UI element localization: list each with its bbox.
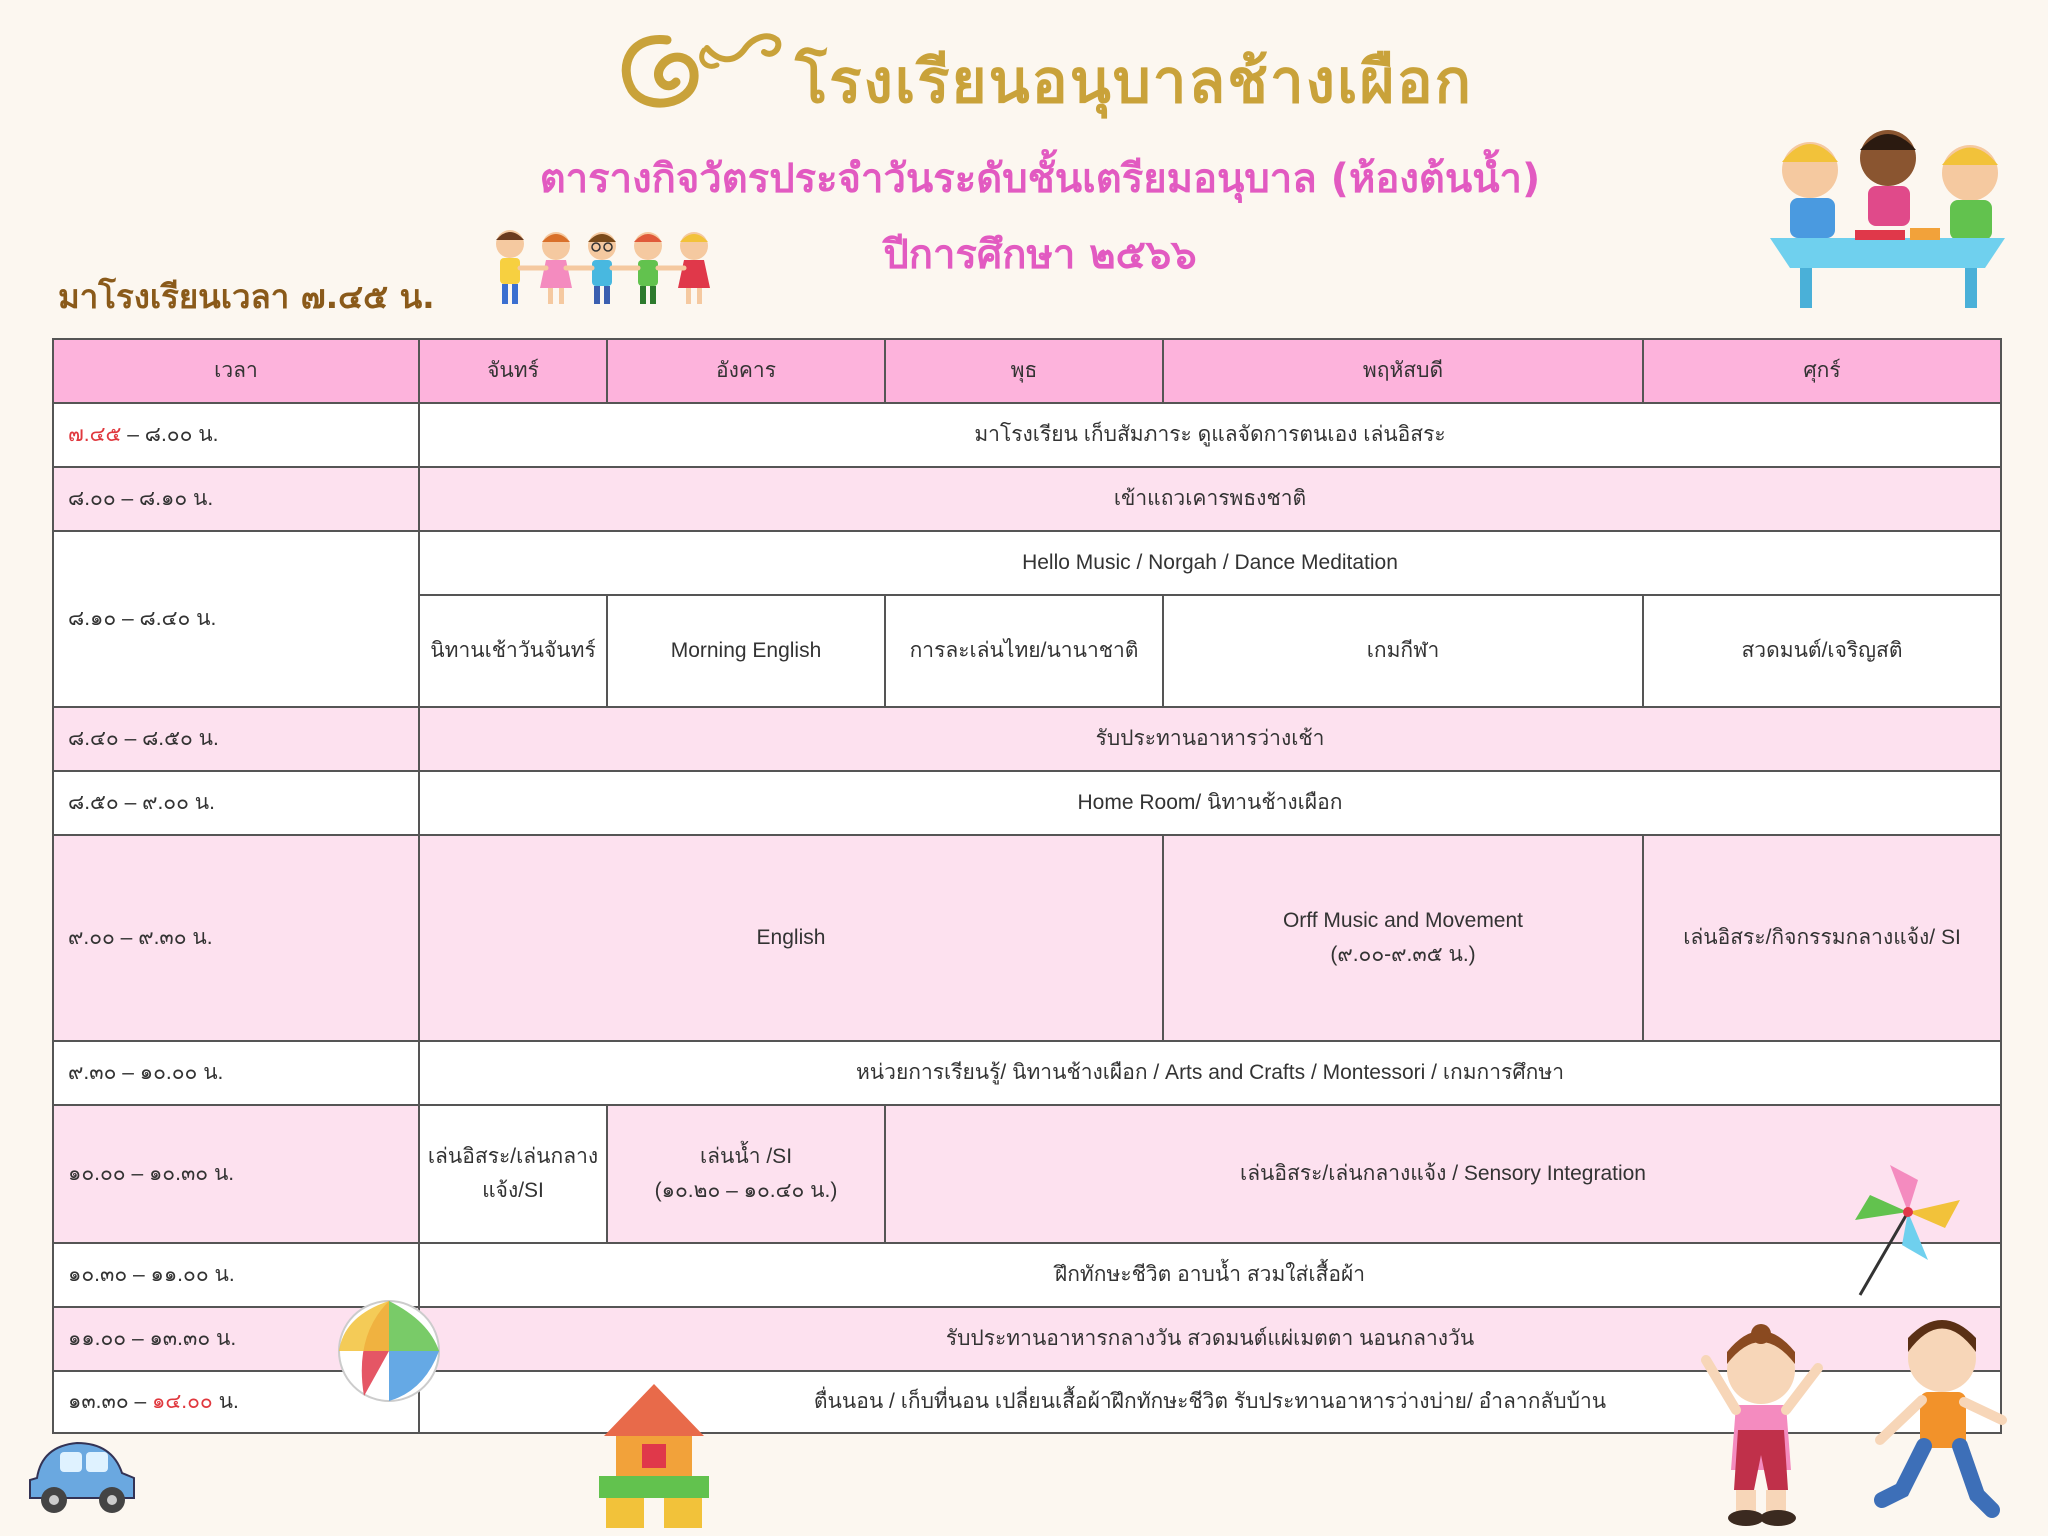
table-row: [53, 531, 2001, 595]
beach-ball-icon: [334, 1296, 444, 1406]
column-header-tuesday: อังคาร: [607, 339, 885, 403]
toy-blocks-house-icon: [594, 1376, 714, 1531]
table-row: [53, 1041, 2001, 1105]
toy-car-icon: [22, 1428, 142, 1518]
pinwheel-icon: [1850, 1160, 1965, 1300]
activity-cell: ฝึกทักษะชีวิต อาบน้ำ สวมใส่เสื้อผ้า: [419, 1243, 2001, 1307]
table-row: [53, 467, 2001, 531]
time-cell: ๑๓.๓๐ – ๑๔.๐๐ น.: [53, 1371, 419, 1433]
monday-activity: นิทานเช้าวันจันทร์: [419, 595, 607, 707]
table-row: [53, 835, 2001, 1041]
schedule-subtitle: ตารางกิจวัตรประจำวันระดับชั้นเตรียมอนุบาล (ห้องต้นน้ำ): [539, 156, 1541, 202]
wed-fri-activity: เล่นอิสระ/เล่นกลางแจ้ง / Sensory Integration: [885, 1105, 2001, 1243]
dancing-girl-icon: [1696, 1320, 1826, 1530]
academic-year: ปีการศึกษา ๒๕๖๖: [883, 232, 1197, 278]
activity-cell: รับประทานอาหารว่างเช้า: [419, 707, 2001, 771]
thursday-activity: Orff Music and Movement (๙.๐๐-๙.๓๕ น.): [1163, 835, 1643, 1041]
friday-activity: เล่นอิสระ/กิจกรรมกลางแจ้ง/ SI: [1643, 835, 2001, 1041]
dancing-boy-icon: [1862, 1310, 2012, 1525]
activity-cell: หน่วยการเรียนรู้/ นิทานช้างเผือก / Arts and Crafts / Montessori / เกมการศึกษา: [419, 1041, 2001, 1105]
kids-at-table-icon: [1770, 118, 2005, 318]
logo-swirl-icon: [612, 20, 782, 110]
time-cell: ๗.๔๕ – ๘.๐๐ น.: [53, 403, 419, 467]
school-name: โรงเรียนอนุบาลช้างเผือก: [795, 47, 1473, 117]
time-cell: ๘.๐๐ – ๘.๑๐ น.: [53, 467, 419, 531]
table-row: [53, 707, 2001, 771]
monday-activity: เล่นอิสระ/เล่นกลางแจ้ง/SI: [419, 1105, 607, 1243]
arrival-time: มาโรงเรียนเวลา ๗.๔๕ น.: [58, 277, 435, 316]
column-header-thursday: พฤหัสบดี: [1163, 339, 1643, 403]
time-cell: ๑๑.๐๐ – ๑๓.๓๐ น.: [53, 1307, 419, 1371]
header-row: [53, 339, 2001, 403]
tuesday-activity: Morning English: [607, 595, 885, 707]
table-row: [53, 771, 2001, 835]
activity-cell: มาโรงเรียน เก็บสัมภาระ ดูแลจัดการตนเอง เล่นอิสระ: [419, 403, 2001, 467]
time-end-highlight: ๑๔.๐๐: [152, 1390, 213, 1414]
thursday-activity: เกมกีฬา: [1163, 595, 1643, 707]
time-cell: ๘.๔๐ – ๘.๕๐ น.: [53, 707, 419, 771]
table-row: [53, 403, 2001, 467]
column-header-wednesday: พุธ: [885, 339, 1163, 403]
time-cell: ๑๐.๐๐ – ๑๐.๓๐ น.: [53, 1105, 419, 1243]
activity-cell: รับประทานอาหารกลางวัน สวดมนต์แผ่เมตตา นอนกลางวัน: [419, 1307, 2001, 1371]
table-row: [53, 1105, 2001, 1243]
time-cell: ๙.๐๐ – ๙.๓๐ น.: [53, 835, 419, 1041]
activity-cell: Hello Music / Norgah / Dance Meditation: [419, 531, 2001, 595]
time-cell: ๑๐.๓๐ – ๑๑.๐๐ น.: [53, 1243, 419, 1307]
wednesday-activity: การละเล่นไทย/นานาชาติ: [885, 595, 1163, 707]
mon-wed-activity: English: [419, 835, 1163, 1041]
time-cell: ๙.๓๐ – ๑๐.๐๐ น.: [53, 1041, 419, 1105]
column-header-time: เวลา: [53, 339, 419, 403]
activity-cell: Home Room/ นิทานช้างเผือก: [419, 771, 2001, 835]
activity-cell: ตื่นนอน / เก็บที่นอน เปลี่ยนเสื้อผ้าฝึกทักษะชีวิต รับประทานอาหารว่างบ่าย/ อำลากลับบ้าน: [419, 1371, 2001, 1433]
schedule-table: [52, 338, 2002, 1434]
tuesday-activity: เล่นน้ำ /SI (๑๐.๒๐ – ๑๐.๔๐ น.): [607, 1105, 885, 1243]
column-header-monday: จันทร์: [419, 339, 607, 403]
column-header-friday: ศุกร์: [1643, 339, 2001, 403]
friday-activity: สวดมนต์/เจริญสติ: [1643, 595, 2001, 707]
children-holding-hands-icon: [488, 226, 718, 310]
time-cell: ๘.๑๐ – ๘.๔๐ น.: [53, 531, 419, 707]
time-cell: ๘.๕๐ – ๙.๐๐ น.: [53, 771, 419, 835]
activity-cell: เข้าแถวเคารพธงชาติ: [419, 467, 2001, 531]
time-start-highlight: ๗.๔๕: [68, 423, 122, 447]
